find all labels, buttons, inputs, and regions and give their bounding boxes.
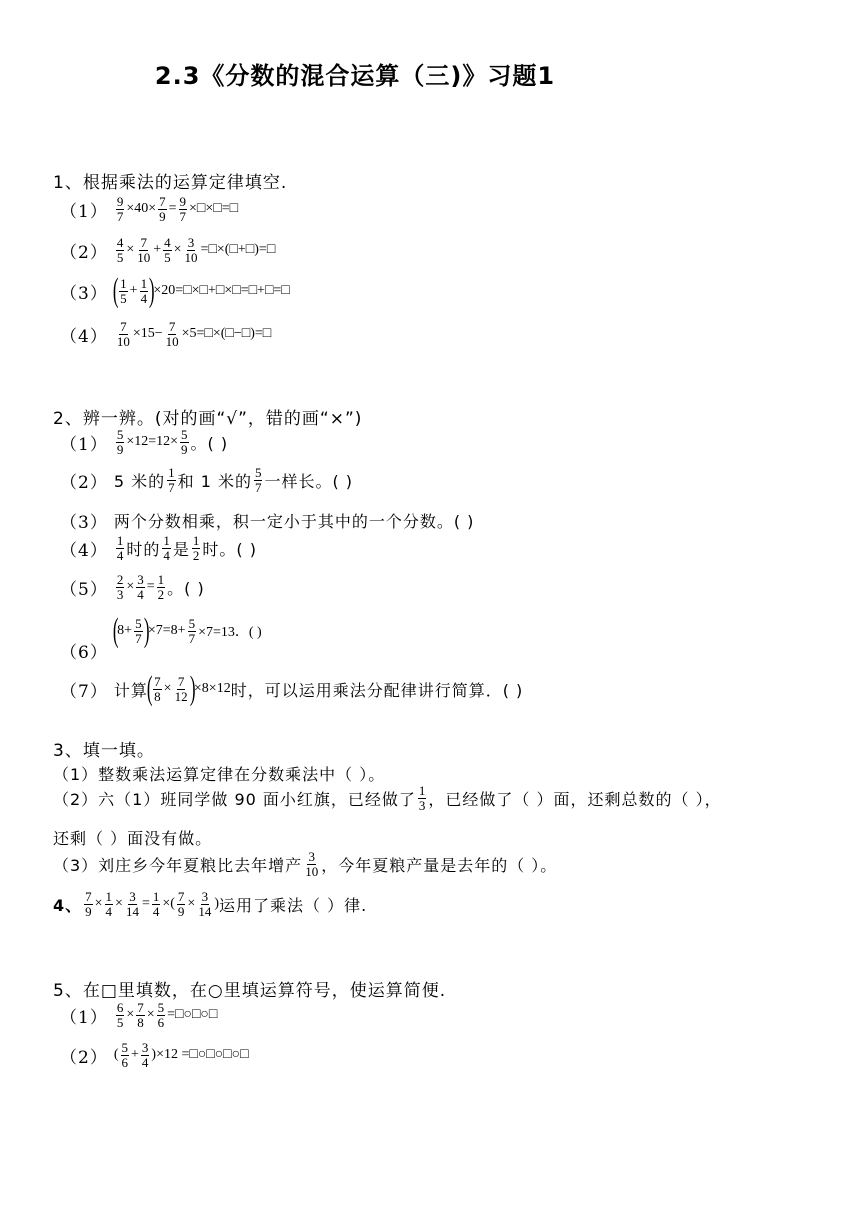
fraction: $\frac{3}{10}$	[184, 235, 198, 265]
item-number: （4）	[60, 540, 108, 561]
s2-question-1	[60, 428, 228, 456]
item-number: （2）	[60, 472, 108, 493]
math-expression: $\frac{6}{5}$ × $\frac{7}{8}$ × $\frac{5}{6}$ =□○□○□	[116, 1000, 218, 1030]
fraction: $\frac{9}{7}$	[116, 194, 124, 224]
fraction: $\frac{1}{2}$	[157, 572, 165, 602]
s5-question-1	[60, 1001, 217, 1029]
fraction: $\frac{5}{6}$	[157, 1000, 165, 1030]
s3-line-2: （2）六（1）班同学做 90 面小红旗，已经做了 $\frac{1}{3}$ ，已经做了（ ）面，还剩总数的（ ），	[53, 783, 722, 813]
s1-question-4	[60, 320, 271, 348]
fraction: $\frac{5}{7}$	[135, 615, 142, 646]
fraction: $\frac{7}{10}$	[116, 319, 130, 349]
fraction: $\frac{5}{9}$	[181, 427, 188, 457]
fraction: $\frac{4}{5}$	[164, 235, 171, 265]
section-5-heading: 5、在□里填数，在○里填运算符号，使运算简便.	[53, 981, 447, 1001]
math-expression: ( 8+ $\frac{5}{7}$ ) ×7=8+ $\frac{5}{7}$ ×7=13．( )	[112, 612, 262, 649]
item-number: （1）	[60, 434, 108, 455]
fraction: $\frac{1}{2}$	[192, 533, 200, 563]
fraction: $\frac{7}{10}$	[137, 235, 151, 265]
s3-line-2-continued: 还剩（ ）面没有做。	[53, 829, 213, 848]
fraction: $\frac{6}{5}$	[116, 1000, 124, 1030]
section-2-heading: 2、辨一辨。(对的画“√”，错的画“×”)	[53, 409, 363, 429]
s1-question-1	[60, 195, 238, 223]
item-number: （6）	[60, 643, 108, 663]
item-number: （1）	[60, 1007, 108, 1028]
fraction: $\frac{7}{12}$	[174, 673, 188, 704]
math-expression: $\frac{4}{5}$ × $\frac{7}{10}$ + $\frac{4}{5}$ × $\frac{3}{10}$ =□×(□+□)=□	[116, 235, 276, 265]
math-expression: $\frac{5}{9}$ ×12=12× $\frac{5}{9}$ 。( )	[116, 427, 229, 457]
fraction: $\frac{3}{14}$	[125, 889, 139, 919]
math-expression: ( $\frac{5}{6}$ + $\frac{3}{4}$ )×12 =□○□○□○□	[113, 1040, 249, 1070]
section-4: 4、 $\frac{7}{9}$ × $\frac{1}{4}$ × $\frac{3}{14}$ = $\frac{1}{4}$ ×( $\frac{7}{9}$ × $\frac{3}{14}$ ) 运用了乘法（ ）律.	[53, 889, 368, 919]
fraction: $\frac{7}{9}$	[177, 889, 185, 919]
item-number: （3）	[60, 513, 108, 533]
fraction: $\frac{9}{7}$	[179, 194, 187, 224]
fraction: $\frac{3}{4}$	[137, 572, 144, 602]
item-number: （3）	[60, 283, 108, 304]
fraction: $\frac{7}{8}$	[137, 1000, 144, 1030]
fraction: $\frac{5}{7}$	[254, 465, 262, 495]
fraction: $\frac{7}{10}$	[165, 319, 179, 349]
fraction: $\frac{7}{8}$	[154, 673, 161, 704]
s2-question-4: （4） $\frac{1}{4}$ 时的 $\frac{1}{4}$ 是 $\frac{1}{2}$ 时。( )	[60, 533, 257, 563]
math-expression: $\frac{2}{3}$ × $\frac{3}{4}$ = $\frac{1}{2}$ 。( )	[116, 572, 205, 602]
fraction: $\frac{3}{10}$	[305, 849, 319, 879]
s2-question-7: （7） 计算 ( $\frac{7}{8}$ × $\frac{7}{12}$ ) ×8×12 时，可以运用乘法分配律讲行简算．( )	[60, 670, 524, 707]
fraction: $\frac{1}{5}$	[120, 275, 127, 306]
fraction: $\frac{5}{6}$	[121, 1040, 128, 1070]
fraction: $\frac{1}{4}$	[163, 533, 170, 563]
fraction: $\frac{1}{4}$	[116, 533, 124, 563]
s1-question-3	[60, 274, 290, 308]
item-number: （7）	[60, 681, 108, 702]
item-number: （5）	[60, 579, 108, 600]
fraction: $\frac{7}{9}$	[85, 889, 92, 919]
fraction: $\frac{1}{3}$	[418, 783, 426, 813]
item-number: （2）	[60, 1047, 108, 1068]
item-number: （4）	[60, 326, 108, 347]
fraction: $\frac{2}{3}$	[116, 572, 124, 602]
item-number: （1）	[60, 201, 108, 222]
fraction: $\frac{3}{4}$	[141, 1040, 149, 1070]
item-number: （2）	[60, 242, 108, 263]
fraction: $\frac{1}{7}$	[168, 465, 175, 495]
s2-question-5	[60, 573, 205, 601]
s3-line-1: （1）整数乘法运算定律在分数乘法中（ ）。	[53, 765, 386, 784]
s2-question-2: （2） 5 米的 $\frac{1}{7}$ 和 1 米的 $\frac{5}{7}$ 一样长。( )	[60, 465, 354, 495]
fraction: $\frac{7}{9}$	[159, 194, 166, 224]
math-expression: ( $\frac{1}{5}$ + $\frac{1}{4}$ ) ×20=□×□+□×□=□+□=□	[112, 272, 290, 309]
s1-question-2	[60, 236, 275, 264]
fraction: $\frac{5}{9}$	[116, 427, 124, 457]
page-title: 2.3《分数的混合运算（三)》习题1	[154, 62, 556, 90]
section-3-heading: 3、填一填。	[53, 741, 155, 761]
fraction: $\frac{5}{7}$	[188, 615, 196, 646]
s3-line-3: （3）刘庄乡今年夏粮比去年增产 $\frac{3}{10}$ ，今年夏粮产量是去年的（ ）。	[53, 849, 558, 879]
fraction: $\frac{3}{14}$	[198, 889, 212, 919]
fraction: $\frac{1}{4}$	[152, 889, 160, 919]
math-expression: $\frac{9}{7}$ ×40× $\frac{7}{9}$ = $\frac{9}{7}$ ×□×□=□	[116, 194, 239, 224]
section-1-heading: 1、根据乘法的运算定律填空.	[53, 173, 288, 193]
fraction: $\frac{1}{4}$	[105, 889, 113, 919]
math-expression: ( $\frac{7}{8}$ × $\frac{7}{12}$ ) ×8×12	[146, 670, 231, 707]
s2-question-6	[60, 614, 262, 663]
math-expression: $\frac{7}{10}$ ×15− $\frac{7}{10}$ ×5=□×(□−□)=□	[116, 319, 272, 349]
s2-question-3: （3） 两个分数相乘，积一定小于其中的一个分数。( )	[60, 508, 474, 533]
math-expression: $\frac{7}{9}$ × $\frac{1}{4}$ × $\frac{3}{14}$ = $\frac{1}{4}$ ×( $\frac{7}{9}$ × $\frac{3}{14}$ )	[85, 889, 219, 919]
fraction: $\frac{4}{5}$	[116, 235, 124, 265]
s5-question-2	[60, 1041, 249, 1069]
fraction: $\frac{1}{4}$	[140, 275, 148, 306]
